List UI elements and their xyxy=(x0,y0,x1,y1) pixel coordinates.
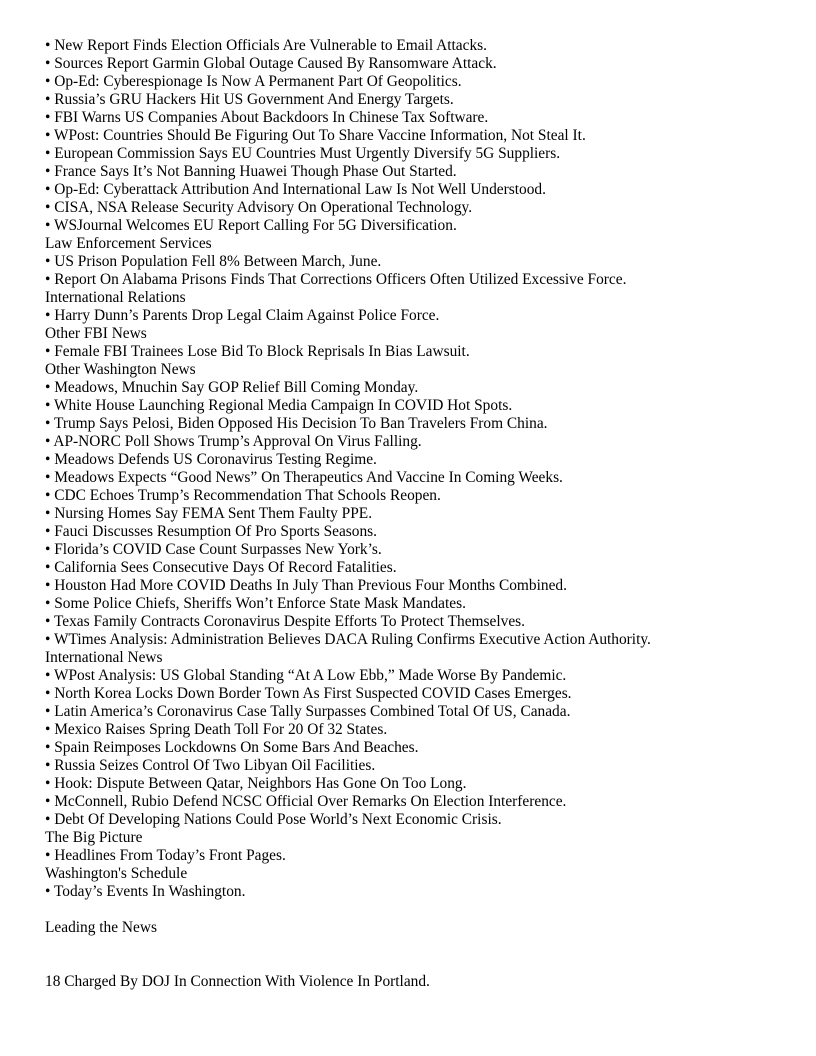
headline-item: • Meadows Expects “Good News” On Therapeutics And Vaccine In Coming Weeks. xyxy=(45,469,563,486)
headline-item: • US Prison Population Fell 8% Between March, June. xyxy=(45,253,382,270)
headline-item: • Russia’s GRU Hackers Hit US Government And Energy Targets. xyxy=(45,91,454,108)
headline-item: • Fauci Discusses Resumption Of Pro Sports Seasons. xyxy=(45,523,378,540)
headline-item: • Harry Dunn’s Parents Drop Legal Claim Against Police Force. xyxy=(45,307,440,324)
headline-item: • Meadows Defends US Coronavirus Testing Regime. xyxy=(45,451,377,468)
headline-item: • WTimes Analysis: Administration Believes DACA Ruling Confirms Executive Action Authority. xyxy=(45,631,651,648)
headline-item: • WSJournal Welcomes EU Report Calling For 5G Diversification. xyxy=(45,217,457,234)
headline-item: • North Korea Locks Down Border Town As First Suspected COVID Cases Emerges. xyxy=(45,685,572,702)
headline-item: • Trump Says Pelosi, Biden Opposed His Decision To Ban Travelers From China. xyxy=(45,415,548,432)
story-title: 18 Charged By DOJ In Connection With Violence In Portland. xyxy=(45,973,430,990)
headline-item: • Latin America’s Coronavirus Case Tally Surpasses Combined Total Of US, Canada. xyxy=(45,703,571,720)
section-heading: Other Washington News xyxy=(45,361,196,378)
headline-item: • Spain Reimposes Lockdowns On Some Bars And Beaches. xyxy=(45,739,419,756)
headline-item: • France Says It’s Not Banning Huawei Though Phase Out Started. xyxy=(45,163,457,180)
headline-item: • Debt Of Developing Nations Could Pose World’s Next Economic Crisis. xyxy=(45,811,502,828)
headline-item: • Florida’s COVID Case Count Surpasses New York’s. xyxy=(45,541,382,558)
headline-item: • Headlines From Today’s Front Pages. xyxy=(45,847,286,864)
headline-item: • CDC Echoes Trump’s Recommendation That Schools Reopen. xyxy=(45,487,441,504)
spacer xyxy=(45,937,805,973)
headline-item: • Russia Seizes Control Of Two Libyan Oil Facilities. xyxy=(45,757,376,774)
headline-item: • Sources Report Garmin Global Outage Caused By Ransomware Attack. xyxy=(45,55,497,72)
headline-item: • Today’s Events In Washington. xyxy=(45,883,246,900)
section-heading: International News xyxy=(45,649,163,666)
section-heading: International Relations xyxy=(45,289,186,306)
spacer xyxy=(45,901,805,919)
headline-item: • Op-Ed: Cyberattack Attribution And International Law Is Not Well Understood. xyxy=(45,181,546,198)
headline-item: • Meadows, Mnuchin Say GOP Relief Bill Coming Monday. xyxy=(45,379,419,396)
section-heading-leading-the-news: Leading the News xyxy=(45,919,157,936)
headline-item: • AP-NORC Poll Shows Trump’s Approval On Virus Falling. xyxy=(45,433,422,450)
headline-item: • WPost: Countries Should Be Figuring Out To Share Vaccine Information, Not Steal It. xyxy=(45,127,586,144)
headline-item: • McConnell, Rubio Defend NCSC Official Over Remarks On Election Interference. xyxy=(45,793,567,810)
headline-item: • White House Launching Regional Media Campaign In COVID Hot Spots. xyxy=(45,397,513,414)
section-heading: The Big Picture xyxy=(45,829,143,846)
table-of-contents xyxy=(45,37,805,901)
headline-item: • Hook: Dispute Between Qatar, Neighbors Has Gone On Too Long. xyxy=(45,775,467,792)
section-heading: Other FBI News xyxy=(45,325,147,342)
headline-item: • Texas Family Contracts Coronavirus Despite Efforts To Protect Themselves. xyxy=(45,613,525,630)
headline-item: • New Report Finds Election Officials Are Vulnerable to Email Attacks. xyxy=(45,37,488,54)
section-heading: Washington's Schedule xyxy=(45,865,188,882)
headline-item: • Report On Alabama Prisons Finds That Corrections Officers Often Utilized Excessive Force. xyxy=(45,271,627,288)
headline-item: • Mexico Raises Spring Death Toll For 20 Of 32 States. xyxy=(45,721,388,738)
section-heading: Law Enforcement Services xyxy=(45,235,212,252)
headline-item: • Nursing Homes Say FEMA Sent Them Faulty PPE. xyxy=(45,505,373,522)
headline-item: • Op-Ed: Cyberespionage Is Now A Permanent Part Of Geopolitics. xyxy=(45,73,462,90)
headline-item: • WPost Analysis: US Global Standing “At A Low Ebb,” Made Worse By Pandemic. xyxy=(45,667,567,684)
document-body xyxy=(45,37,805,991)
headline-item: • CISA, NSA Release Security Advisory On Operational Technology. xyxy=(45,199,473,216)
headline-item: • Female FBI Trainees Lose Bid To Block Reprisals In Bias Lawsuit. xyxy=(45,343,470,360)
headline-item: • European Commission Says EU Countries Must Urgently Diversify 5G Suppliers. xyxy=(45,145,561,162)
headline-item: • FBI Warns US Companies About Backdoors In Chinese Tax Software. xyxy=(45,109,489,126)
headline-item: • California Sees Consecutive Days Of Record Fatalities. xyxy=(45,559,397,576)
headline-item: • Houston Had More COVID Deaths In July Than Previous Four Months Combined. xyxy=(45,577,567,594)
headline-item: • Some Police Chiefs, Sheriffs Won’t Enforce State Mask Mandates. xyxy=(45,595,466,612)
